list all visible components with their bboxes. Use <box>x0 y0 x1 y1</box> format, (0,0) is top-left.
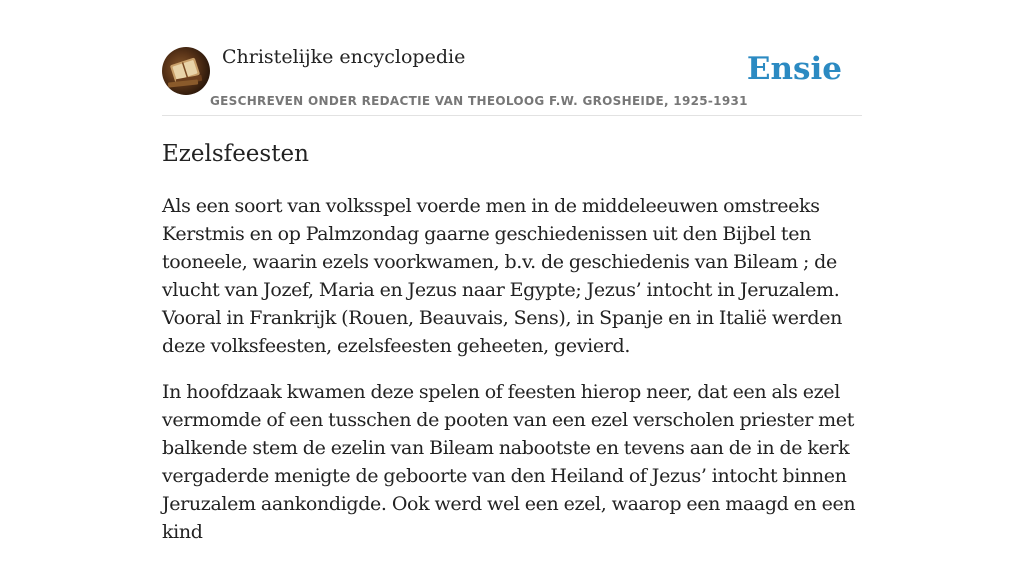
site-title[interactable]: Christelijke encyclopedie <box>222 46 466 68</box>
brand-logo[interactable]: Ensie <box>746 51 842 87</box>
header-divider <box>162 115 862 116</box>
book-icon[interactable] <box>162 47 210 95</box>
article <box>162 138 862 564</box>
site-header <box>162 46 862 116</box>
article-title: Ezelsfeesten <box>162 141 309 167</box>
article-paragraph: Als een soort van volksspel voerde men in de middeleeuwen omstreeks Kerstmis en op Palmzondag gaarne geschiedenissen uit den Bijbel ten tooneele, waarin ezels voorkwamen, b.v. de geschiedenis van Bileam ; de vlucht van Jozef, Maria en Jezus naar Egypte; Jezus’ intocht in Jeruzalem. Vooral in Frankrijk (Rouen, Beauvais, Sens), in Spanje en in Italië werden deze volksfeesten, ezelsfeesten geheeten, gevierd. <box>162 195 842 357</box>
site-subtitle: GESCHREVEN ONDER REDACTIE VAN THEOLOOG F.W. GROSHEIDE, 1925-1931 <box>210 94 748 108</box>
article-paragraph: In hoofdzaak kwamen deze spelen of feesten hierop neer, dat een als ezel vermomde of een tusschen de pooten van een ezel verscholen priester met balkende stem de ezelin van Bileam nabootste en tevens aan de in de kerk vergaderde menigte de geboorte van den Heiland of Jezus’ intocht binnen Jeruzalem aankondigde. Ook werd wel een ezel, waarop een maagd en een kind <box>162 381 856 543</box>
